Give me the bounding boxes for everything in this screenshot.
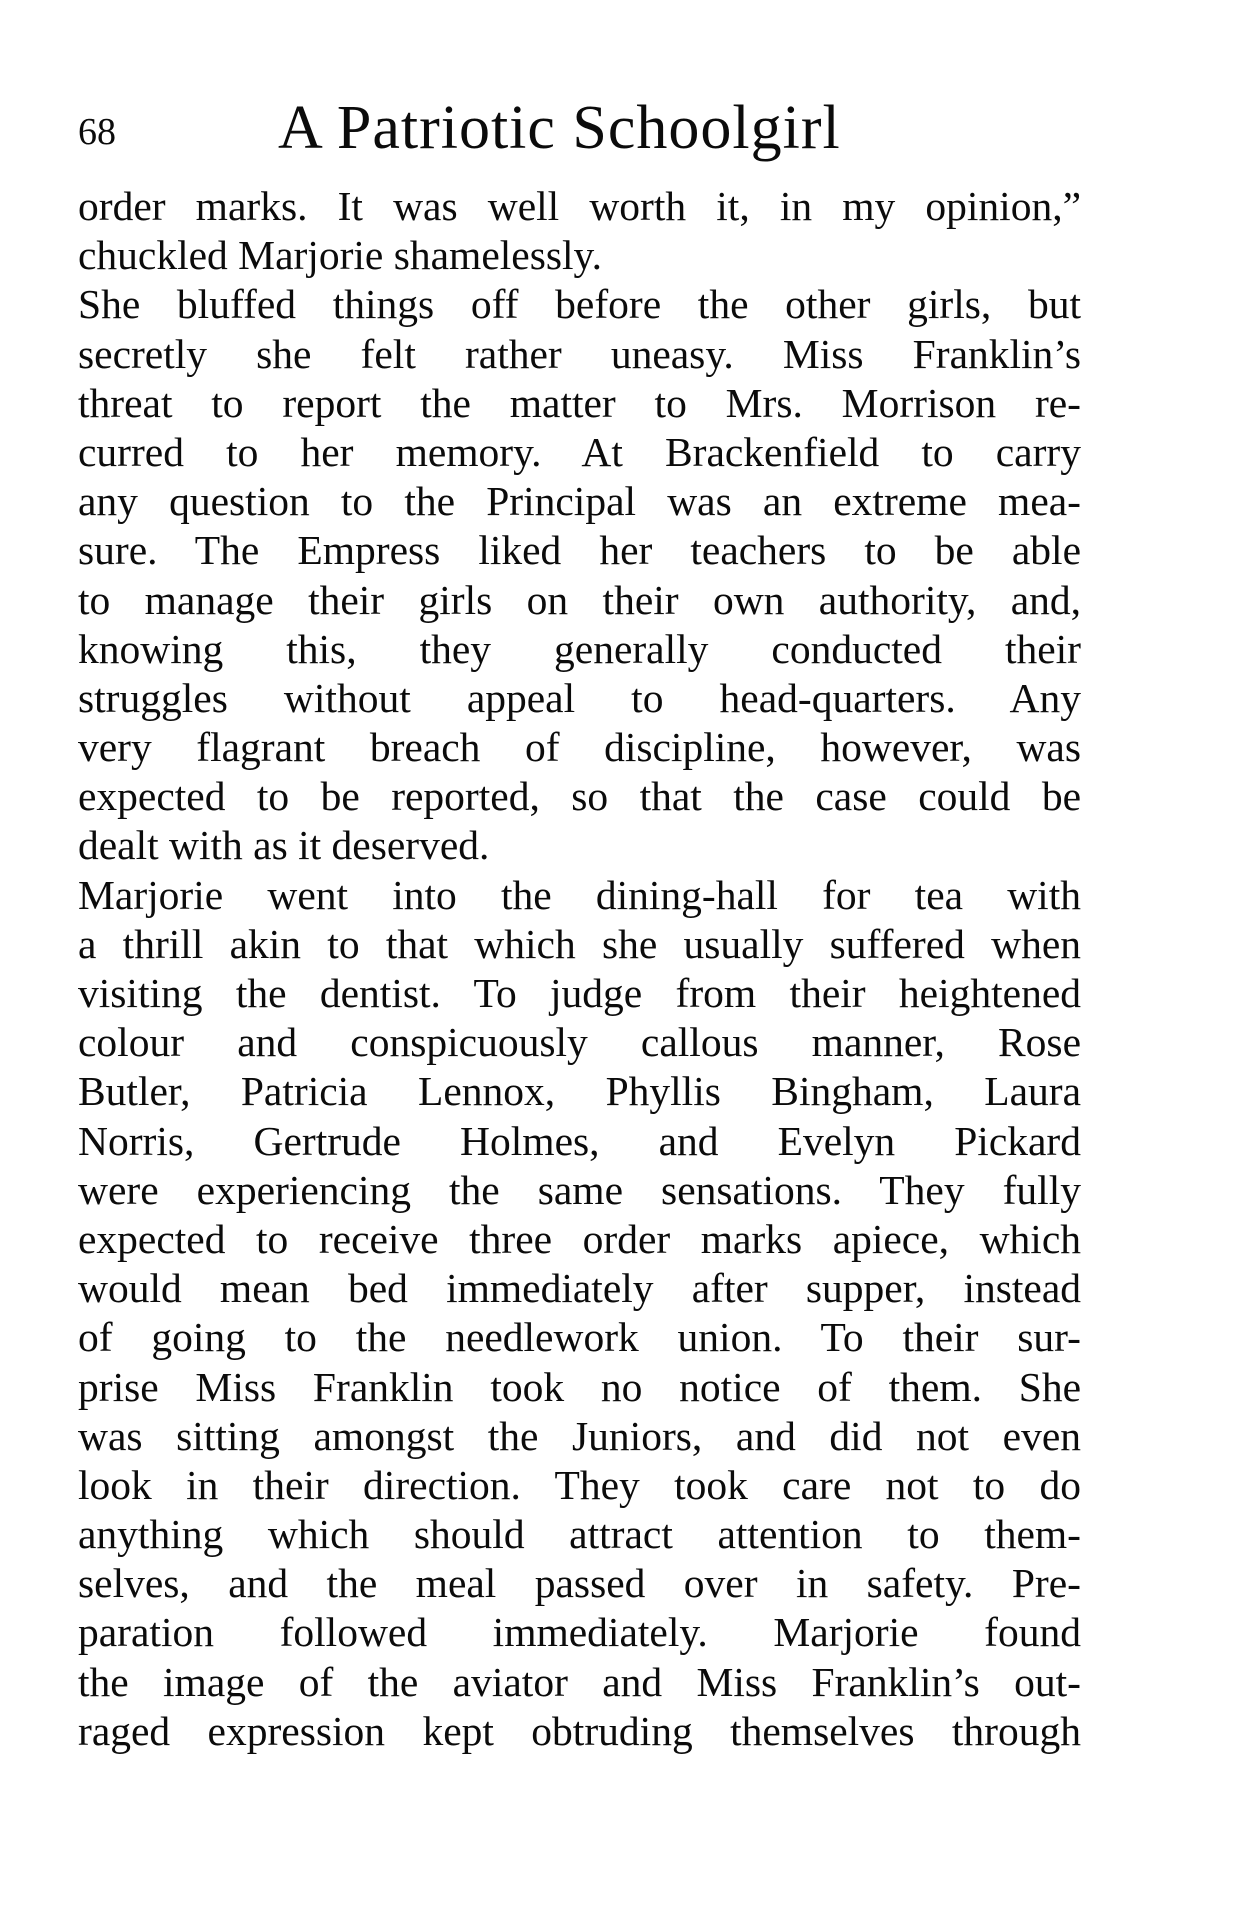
text-line: anything which should attract attention to them-	[78, 1511, 1081, 1558]
text-line: paration followed immediately. Marjorie found	[78, 1609, 1081, 1656]
text-line: would mean bed immediately after supper, instead	[78, 1265, 1081, 1312]
text-line: very flagrant breach of discipline, however, was	[78, 724, 1081, 771]
text-line: look in their direction. They took care not to do	[78, 1461, 1081, 1508]
text-line: sure. The Empress liked her teachers to be able	[78, 527, 1081, 574]
text-line: raged expression kept obtruding themselves through	[78, 1707, 1081, 1754]
text-line: to manage their girls on their own authority, and,	[78, 576, 1081, 623]
text-line: dealt with as it deserved.	[78, 822, 490, 869]
text-line: order marks. It was well worth it, in my opinion,”	[78, 183, 1081, 229]
text-line: expected to be reported, so that the case could be	[78, 773, 1081, 820]
text-line: any question to the Principal was an extreme mea-	[78, 478, 1081, 525]
text-line: struggles without appeal to head-quarters. Any	[78, 674, 1081, 721]
text-line: prise Miss Franklin took no notice of them. She	[78, 1363, 1081, 1410]
text-line: threat to report the matter to Mrs. Morrison re-	[78, 379, 1081, 426]
text-line: the image of the aviator and Miss Franklin’s out-	[78, 1658, 1081, 1705]
text-line: expected to receive three order marks apiece, which	[78, 1215, 1081, 1262]
text-line: was sitting amongst the Juniors, and did not even	[78, 1412, 1081, 1459]
page-number: 68	[78, 111, 116, 153]
text-line: a thrill akin to that which she usually suffered when	[78, 920, 1081, 967]
running-title: A Patriotic Schoolgirl	[278, 94, 841, 162]
text-line: She bluffed things off before the other girls, but	[78, 281, 1081, 328]
text-line: were experiencing the same sensations. They fully	[78, 1166, 1081, 1213]
text-line: selves, and the meal passed over in safety. Pre-	[78, 1560, 1081, 1607]
text-line: chuckled Marjorie shamelessly.	[78, 232, 602, 279]
text-line: Butler, Patricia Lennox, Phyllis Bingham, Laura	[78, 1068, 1081, 1115]
text-line: curred to her memory. At Brackenfield to carry	[78, 428, 1081, 475]
text-line: visiting the dentist. To judge from their heightened	[78, 970, 1081, 1016]
text-line: colour and conspicuously callous manner, Rose	[78, 1019, 1081, 1066]
text-line: Norris, Gertrude Holmes, and Evelyn Pickard	[78, 1117, 1081, 1164]
text-line: of going to the needlework union. To their sur-	[78, 1314, 1081, 1361]
body-text	[78, 182, 1081, 1756]
text-line: knowing this, they generally conducted their	[78, 625, 1081, 672]
running-head	[78, 88, 1088, 168]
text-line: Marjorie went into the dining-hall for tea with	[78, 871, 1081, 918]
text-line: secretly she felt rather uneasy. Miss Franklin’s	[78, 330, 1081, 377]
